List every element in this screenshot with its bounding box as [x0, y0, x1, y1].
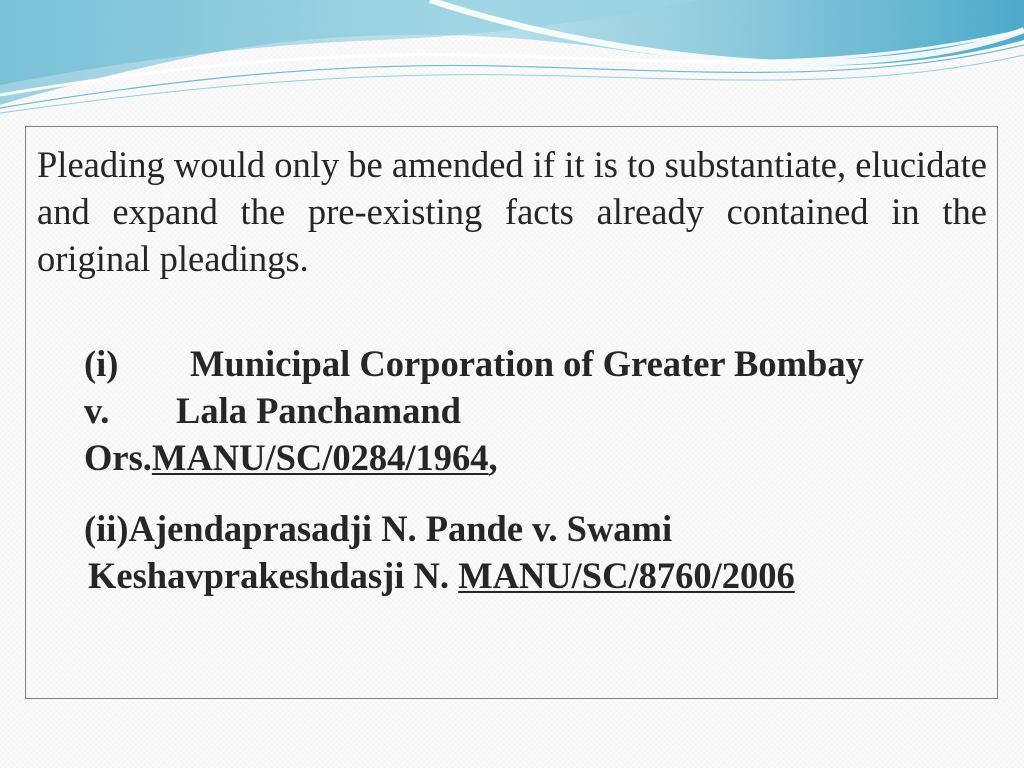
case-2-line-2	[84, 552, 795, 599]
case-citation-2	[84, 505, 795, 599]
case-2-number: (ii)	[84, 508, 129, 549]
decorative-wave-banner	[0, 0, 1024, 125]
case-1-party: Lala Panchamand	[176, 390, 461, 431]
case-1-title: Municipal Corporation of Greater Bombay	[190, 343, 864, 384]
case-1-number: (i)	[84, 343, 119, 384]
case-citation-1	[84, 340, 864, 481]
intro-paragraph: Pleading would only be amended if it is to substantiate, elucidate and expand the pre-existing facts already contained in the original pleadings.	[37, 144, 987, 279]
case-1-line-2	[84, 387, 864, 434]
case-1-citation-link[interactable]: MANU/SC/0284/1964	[151, 437, 489, 478]
content-box	[25, 126, 998, 699]
case-2-line-2-text: Keshavprakeshdasji N.	[88, 555, 459, 596]
case-2-citation-link[interactable]: MANU/SC/8760/2006	[458, 555, 795, 596]
case-1-versus: v.	[84, 390, 110, 431]
case-1-suffix: Ors.	[84, 437, 152, 478]
case-2-line-1-text: Ajendaprasadji N. Pande v. Swami	[128, 508, 673, 549]
case-1-line-1	[84, 340, 864, 387]
case-2-line-1	[84, 505, 795, 552]
case-1-line-3	[84, 434, 864, 481]
case-1-trailing: ,	[488, 437, 498, 478]
